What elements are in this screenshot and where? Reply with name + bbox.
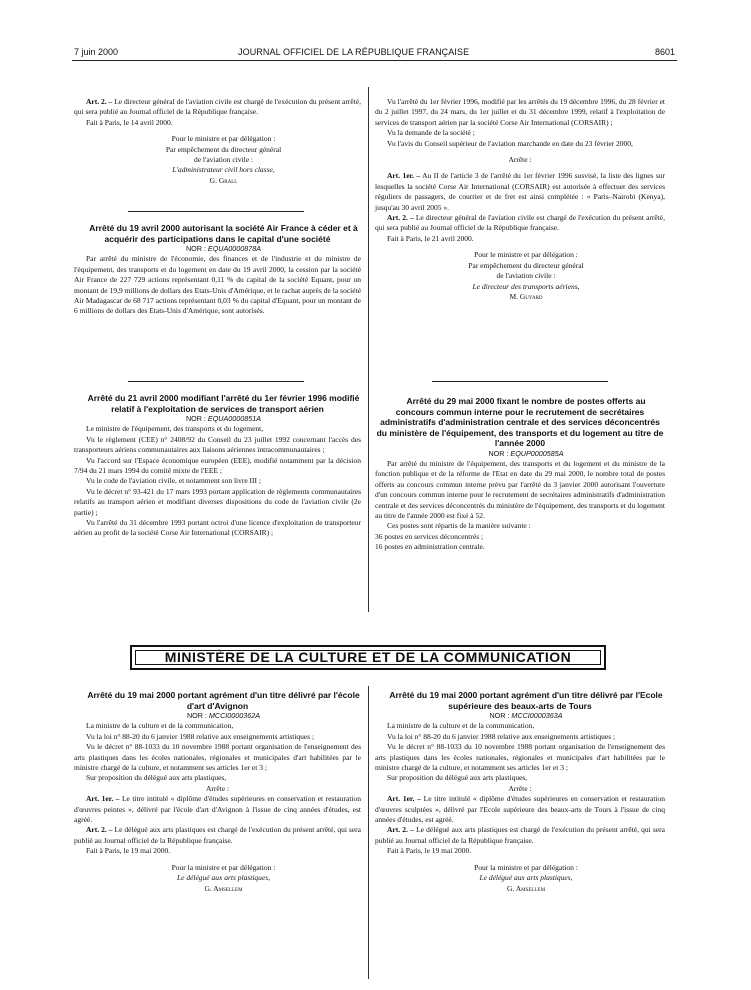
header-rule xyxy=(72,60,677,61)
paragraph: Vu l'accord sur l'Espace économique européen (EEE), modifié notamment par la décision 7/94 du 21 mars 1994 du comité mixte de l'EEE ; xyxy=(74,455,361,476)
arrete-heading: Arrête : xyxy=(508,783,532,793)
signature-line: Pour le ministre et par délégation : xyxy=(171,134,276,144)
paragraph: La ministre de la culture et de la communication, xyxy=(387,721,535,731)
paragraph: La ministre de la culture et de la communication, xyxy=(86,721,234,731)
arrete-title: Arrêté du 19 mai 2000 portant agrément d'un titre délivré par l'Ecole supérieure des beaux-arts de Tours xyxy=(389,690,663,711)
left-column-top xyxy=(74,97,361,186)
signature-line: Pour la ministre et par délégation : xyxy=(474,862,578,872)
nor-reference: NOR : EQUA0000878A xyxy=(185,244,262,253)
nor-reference: NOR : EQUA0000851A xyxy=(185,414,262,423)
signatory-name: G. Amsellem xyxy=(506,883,546,893)
list-item: 36 postes en services déconcentrés ; xyxy=(375,531,484,541)
paragraph: Vu le règlement (CEE) n° 2408/92 du Conseil du 23 juillet 1992 concernant l'accès des transporteurs aériens communautaires aux liaisons aériennes intracommunautaires ; xyxy=(74,434,361,455)
arrete-tours xyxy=(375,690,665,894)
signature-line: Pour le ministre et par délégation : xyxy=(474,250,578,260)
signature-line: Pour la ministre et par délégation : xyxy=(171,862,276,872)
signature-title: Le directeur des transports aériens, xyxy=(472,281,580,291)
arrete-title: Arrêté du 19 mai 2000 portant agrément d'un titre délivré par l'école d'art d'Avignon xyxy=(87,690,360,711)
done-at: Fait à Paris, le 19 mai 2000. xyxy=(86,846,171,856)
banner-inner-border xyxy=(135,650,601,665)
paragraph: Vu l'avis du Conseil supérieur de l'aviation marchande en date du 23 février 2000, xyxy=(387,138,633,148)
arrete-title: Arrêté du 21 avril 2000 modifiant l'arrêté du 1er février 1996 modifié relatif à l'exploitation de services de transport aérien xyxy=(87,393,360,414)
section-divider xyxy=(128,381,304,382)
signatory-name: M. Guyard xyxy=(509,291,543,301)
signature-line: Par empêchement du directeur général xyxy=(468,260,584,270)
column-divider xyxy=(368,686,369,979)
nor-reference: NOR : MCCI0000363A xyxy=(489,711,563,720)
signatory-name: G. Amsellem xyxy=(204,883,243,893)
ministry-banner xyxy=(130,645,606,670)
done-at: Fait à Paris, le 14 avril 2000. xyxy=(86,117,173,127)
arrete-air-france xyxy=(74,223,361,317)
signature-line: Par empêchement du directeur général xyxy=(165,144,282,154)
signature-line: de l'aviation civile : xyxy=(496,271,556,281)
article-2: Art. 2. – Le directeur général de l'aviation civile est chargé de l'exécution du présent arrêté, qui sera publié au Journal officiel de la République française. xyxy=(375,213,666,233)
paragraph: Vu le décret n° 88-1033 du 10 novembre 1988 portant organisation de l'enseignement des arts plastiques dans les écoles nationales, régionales et municipales d'art habilitées par le ministre chargé de la culture, et notamment ses articles 1er et 3 ; xyxy=(375,742,665,773)
header-date: 7 juin 2000 xyxy=(74,47,119,57)
section-divider xyxy=(128,211,304,212)
arrete-21-avril xyxy=(74,393,361,539)
paragraph: Ces postes sont répartis de la manière suivante : xyxy=(387,521,531,531)
article-1: Art. 1er. – Le titre intitulé « diplôme d'études supérieures en conservation et restauration d'œuvres peintes », délivré par l'école d'art d'Avignon à l'issue de cinq années d'études, est agréé. xyxy=(74,794,361,825)
article-2: Art. 2. – Le directeur général de l'aviation civile est chargé de l'exécution du présent arrêté, qui sera publié au Journal officiel de la République française. xyxy=(74,97,361,117)
paragraph: Vu la loi n° 88-20 du 6 janvier 1988 relative aux enseignements artistiques ; xyxy=(86,731,315,741)
arrete-body: Par arrêté du ministre de l'équipement, des transports et du logement et du ministre de la fonction publique et de la réforme de l'Etat en date du 29 mai 2000, le nombre total de postes offerts au concours commun interne prévu par l'arrêté du 3 janvier 2000 autorisant l'ouverture d'un concours commun interne pour le recrutement de secrétaires administratifs d'administration centrale et des services déconcentrés du ministère de l'équipement, des transports et du logement au titre de l'année 2000 est fixé à 52. xyxy=(375,458,665,520)
done-at: Fait à Paris, le 21 avril 2000. xyxy=(387,233,474,243)
paragraph: Vu l'arrêté du 31 décembre 1993 portant octroi d'une licence d'exploitation de transporteur aérien au profit de la société Corse Air International (CORSAIR) ; xyxy=(74,518,361,538)
arrete-heading: Arrête : xyxy=(508,155,532,165)
paragraph: Vu la demande de la société ; xyxy=(387,128,475,138)
nor-reference: NOR : EQUP0000585A xyxy=(488,448,564,458)
right-column-top xyxy=(375,97,665,302)
arrete-body: Par arrêté du ministre de l'économie, des finances et de l'industrie et du ministre de l'équipement, des transports et du logement en date du 19 avril 2000, la cession par la société Air France de 227 729 actions représentant 0,11 % du capital de la société Equant, pour un montant de 19,9 millions de dollars des Etats-Unis d'Amérique, et le rachat auprès de la société Air Madagascar de 68 717 actions représentant 0,03 % du capital d'Equant, pour un montant de 6 millions de dollars des Etats-Unis d'Amérique, sont autorisés. xyxy=(74,254,361,316)
paragraph: Sur proposition du délégué aux arts plastiques, xyxy=(387,773,528,783)
header-journal-title: JOURNAL OFFICIEL DE LA RÉPUBLIQUE FRANÇAISE xyxy=(238,47,470,57)
signature-title: Le délégué aux arts plastiques, xyxy=(479,873,573,883)
header-page-number: 8601 xyxy=(655,47,676,57)
article-2: Art. 2. – Le délégué aux arts plastiques est chargé de l'exécution du présent arrêté, qui sera publié au Journal officiel de la République française. xyxy=(375,825,665,845)
nor-reference: NOR : MCCI0000362A xyxy=(186,711,261,720)
list-item: 16 postes en administration centrale. xyxy=(375,542,485,552)
arrete-title: Arrêté du 29 mai 2000 fixant le nombre de postes offerts au concours commun interne pour le recrutement de secrétaires administratifs d'administration centrale et des services déconcentrés du ministère de l'équipement, des transports et du logement au titre de l'année 2000 xyxy=(376,396,664,448)
signature-line: de l'aviation civile : xyxy=(193,155,254,165)
column-divider xyxy=(368,87,369,612)
ministry-title: MINISTÈRE DE LA CULTURE ET DE LA COMMUNICATION xyxy=(164,649,572,665)
arrete-title: Arrêté du 19 avril 2000 autorisant la société Air France à céder et à acquérir des participations dans le capital d'une société xyxy=(89,223,358,244)
article-2: Art. 2. – Le délégué aux arts plastiques est chargé de l'exécution du présent arrêté, qui sera publié au Journal officiel de la République française. xyxy=(74,825,361,845)
paragraph: Sur proposition du délégué aux arts plastiques, xyxy=(86,773,227,783)
paragraph: Vu la loi n° 88-20 du 6 janvier 1988 relative aux enseignements artistiques ; xyxy=(387,731,616,741)
article-1: Art. 1er. – Le titre intitulé « diplôme d'études supérieures en conservation et restauration d'œuvres sculptées », délivré par l'Ecole supérieure des beaux-arts de Tours à l'issue de cinq années d'études, est agréé. xyxy=(375,794,665,825)
paragraph: Vu le code de l'aviation civile, et notamment son livre III ; xyxy=(86,476,262,486)
section-divider xyxy=(432,381,608,382)
signature-title: Le délégué aux arts plastiques, xyxy=(176,873,271,883)
paragraph: Vu le décret n° 88-1033 du 10 novembre 1988 portant organisation de l'enseignement des arts plastiques dans les écoles nationales, régionales et municipales d'art habilitées par le ministre chargé de la culture, et notamment ses articles 1er et 3 ; xyxy=(74,742,361,773)
done-at: Fait à Paris, le 19 mai 2000. xyxy=(387,846,472,856)
arrete-heading: Arrête : xyxy=(205,783,230,793)
signatory-name: G. Grall xyxy=(209,175,238,185)
paragraph: Vu l'arrêté du 1er février 1996, modifié par les arrêtés du 19 décembre 1996, du 28 février et du 2 juillet 1997, du 24 mars, du 1er juillet et du 31 décembre 1999, relatif à l'exploitation de services de transport aérien par la société Corse Air International (CORSAIR) ; xyxy=(375,97,665,127)
article-1: Art. 1er. – Au II de l'article 3 de l'arrêté du 1er février 1996 susvisé, la liste des lignes sur lesquelles la société Corse Air International (CORSAIR) est autorisée à effectuer des services réguliers de passagers, de courrier et de fret est ainsi complétée : « Paris–Nairobi (Kenya), jusqu'au 30 avril 2005 ». xyxy=(375,171,665,212)
page-header xyxy=(0,0,751,62)
arrete-29-mai xyxy=(375,396,665,553)
paragraph: Vu le décret n° 93-421 du 17 mars 1993 portant application de règlements communautaires relatifs au transport aérien et modifiant diverses dispositions du code de l'aviation civile (2e partie) ; xyxy=(74,486,361,517)
signature-title: L'administrateur civil hors classe, xyxy=(172,165,275,175)
paragraph: Le ministre de l'équipement, des transports et du logement, xyxy=(86,424,264,434)
arrete-avignon xyxy=(74,690,361,894)
